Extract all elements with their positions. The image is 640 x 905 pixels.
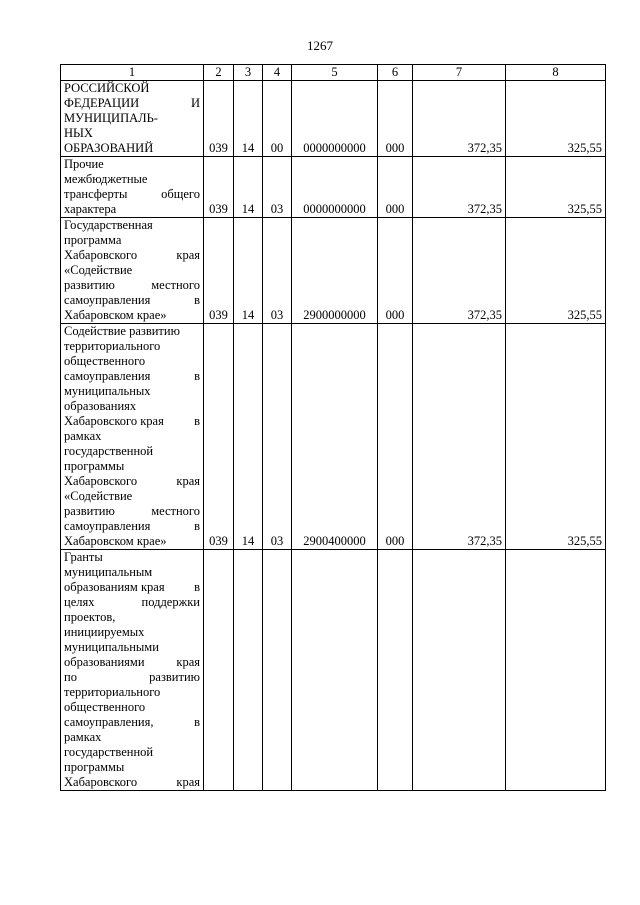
row-name-line: ФЕДЕРАЦИИ И <box>64 96 200 110</box>
row-name-line: образованиях <box>64 399 137 413</box>
row-name-line: проектов, <box>64 610 116 624</box>
row-name-line: образованиям края в <box>64 580 200 594</box>
col-4-cell: 00 <box>263 81 292 157</box>
col-8-cell: 325,55 <box>506 81 606 157</box>
col-4-cell: 03 <box>263 324 292 550</box>
col-7-cell: 372,35 <box>413 324 506 550</box>
col-7-cell <box>413 550 506 791</box>
row-name-line: Хабаровского края <box>64 248 200 262</box>
col-6-cell <box>378 550 413 791</box>
row-name-line: государственной <box>64 745 154 759</box>
col-7-cell: 372,35 <box>413 81 506 157</box>
row-name-line: Хабаровского края <box>64 474 200 488</box>
col-3-cell: 14 <box>234 218 263 324</box>
col-4-cell <box>263 550 292 791</box>
header-col-7: 7 <box>413 65 506 81</box>
header-col-4: 4 <box>263 65 292 81</box>
col-8-cell: 325,55 <box>506 324 606 550</box>
row-name-line: развитию местного <box>64 504 200 518</box>
row-name-line: по развитию <box>64 670 200 684</box>
row-name-line: Хабаровском крае» <box>64 534 167 548</box>
row-name-cell <box>61 81 204 157</box>
col-2-cell: 039 <box>204 81 234 157</box>
row-name-cell <box>61 550 204 791</box>
row-name-line: самоуправления, в <box>64 715 200 729</box>
header-col-5: 5 <box>292 65 378 81</box>
row-name-line: инициируемых <box>64 625 145 639</box>
col-2-cell: 039 <box>204 218 234 324</box>
table-row <box>61 324 606 550</box>
row-name-line: ОБРАЗОВАНИЙ <box>64 141 154 155</box>
row-name-line: рамках <box>64 730 102 744</box>
col-5-cell: 0000000000 <box>292 81 378 157</box>
col-4-cell: 03 <box>263 157 292 218</box>
row-name-line: муниципальными <box>64 640 159 654</box>
header-row <box>61 65 606 81</box>
row-name-line: образованиями края <box>64 655 200 669</box>
row-name-line: трансферты общего <box>64 187 200 201</box>
row-name-line: Хабаровского края <box>64 775 200 789</box>
row-name-line: общественного <box>64 354 146 368</box>
row-name-line: территориального <box>64 685 161 699</box>
header-col-3: 3 <box>234 65 263 81</box>
col-2-cell: 039 <box>204 324 234 550</box>
row-name-line: развитию местного <box>64 278 200 292</box>
col-3-cell: 14 <box>234 81 263 157</box>
row-name-line: территориального <box>64 339 161 353</box>
row-name-line: самоуправления в <box>64 293 200 307</box>
row-name-line: программа <box>64 233 122 247</box>
row-name-line: самоуправления в <box>64 519 200 533</box>
col-8-cell: 325,55 <box>506 157 606 218</box>
row-name-line: самоуправления в <box>64 369 200 383</box>
row-name-line: Государственная <box>64 218 153 232</box>
col-8-cell <box>506 550 606 791</box>
col-5-cell <box>292 550 378 791</box>
row-name-line: муниципальным <box>64 565 153 579</box>
col-7-cell: 372,35 <box>413 157 506 218</box>
row-name-line: программы <box>64 459 125 473</box>
col-5-cell: 2900000000 <box>292 218 378 324</box>
table-row <box>61 550 606 791</box>
row-name-line: Содействие развитию <box>64 324 180 338</box>
header-col-2: 2 <box>204 65 234 81</box>
row-name-line: характера <box>64 202 117 216</box>
col-2-cell: 039 <box>204 157 234 218</box>
row-name-cell <box>61 324 204 550</box>
table-row <box>61 157 606 218</box>
col-8-cell: 325,55 <box>506 218 606 324</box>
row-name-line: муниципальных <box>64 384 151 398</box>
row-name-line: МУНИЦИПАЛЬ- <box>64 111 158 125</box>
row-name-line: программы <box>64 760 125 774</box>
row-name-cell <box>61 218 204 324</box>
col-2-cell <box>204 550 234 791</box>
row-name-line: «Содействие <box>64 263 133 277</box>
budget-table <box>60 64 606 791</box>
row-name-line: Хабаровского края в <box>64 414 200 428</box>
row-name-line: «Содействие <box>64 489 133 503</box>
col-5-cell: 0000000000 <box>292 157 378 218</box>
col-3-cell: 14 <box>234 324 263 550</box>
col-5-cell: 2900400000 <box>292 324 378 550</box>
header-col-1: 1 <box>61 65 204 81</box>
col-3-cell: 14 <box>234 157 263 218</box>
col-6-cell: 000 <box>378 157 413 218</box>
row-name-line: целях поддержки <box>64 595 200 609</box>
header-col-8: 8 <box>506 65 606 81</box>
row-name-line: общественного <box>64 700 146 714</box>
table-row <box>61 81 606 157</box>
row-name-line: рамках <box>64 429 102 443</box>
row-name-line: НЫХ <box>64 126 93 140</box>
row-name-line: межбюджетные <box>64 172 148 186</box>
col-6-cell: 000 <box>378 81 413 157</box>
row-name-line: РОССИЙСКОЙ <box>64 81 150 95</box>
row-name-line: Хабаровском крае» <box>64 308 167 322</box>
col-4-cell: 03 <box>263 218 292 324</box>
col-3-cell <box>234 550 263 791</box>
row-name-line: Гранты <box>64 550 103 564</box>
row-name-cell <box>61 157 204 218</box>
col-6-cell: 000 <box>378 324 413 550</box>
table-body <box>61 81 606 791</box>
col-6-cell: 000 <box>378 218 413 324</box>
row-name-line: Прочие <box>64 157 104 171</box>
header-col-6: 6 <box>378 65 413 81</box>
page-number: 1267 <box>307 38 333 53</box>
table-row <box>61 218 606 324</box>
col-7-cell: 372,35 <box>413 218 506 324</box>
row-name-line: государственной <box>64 444 154 458</box>
